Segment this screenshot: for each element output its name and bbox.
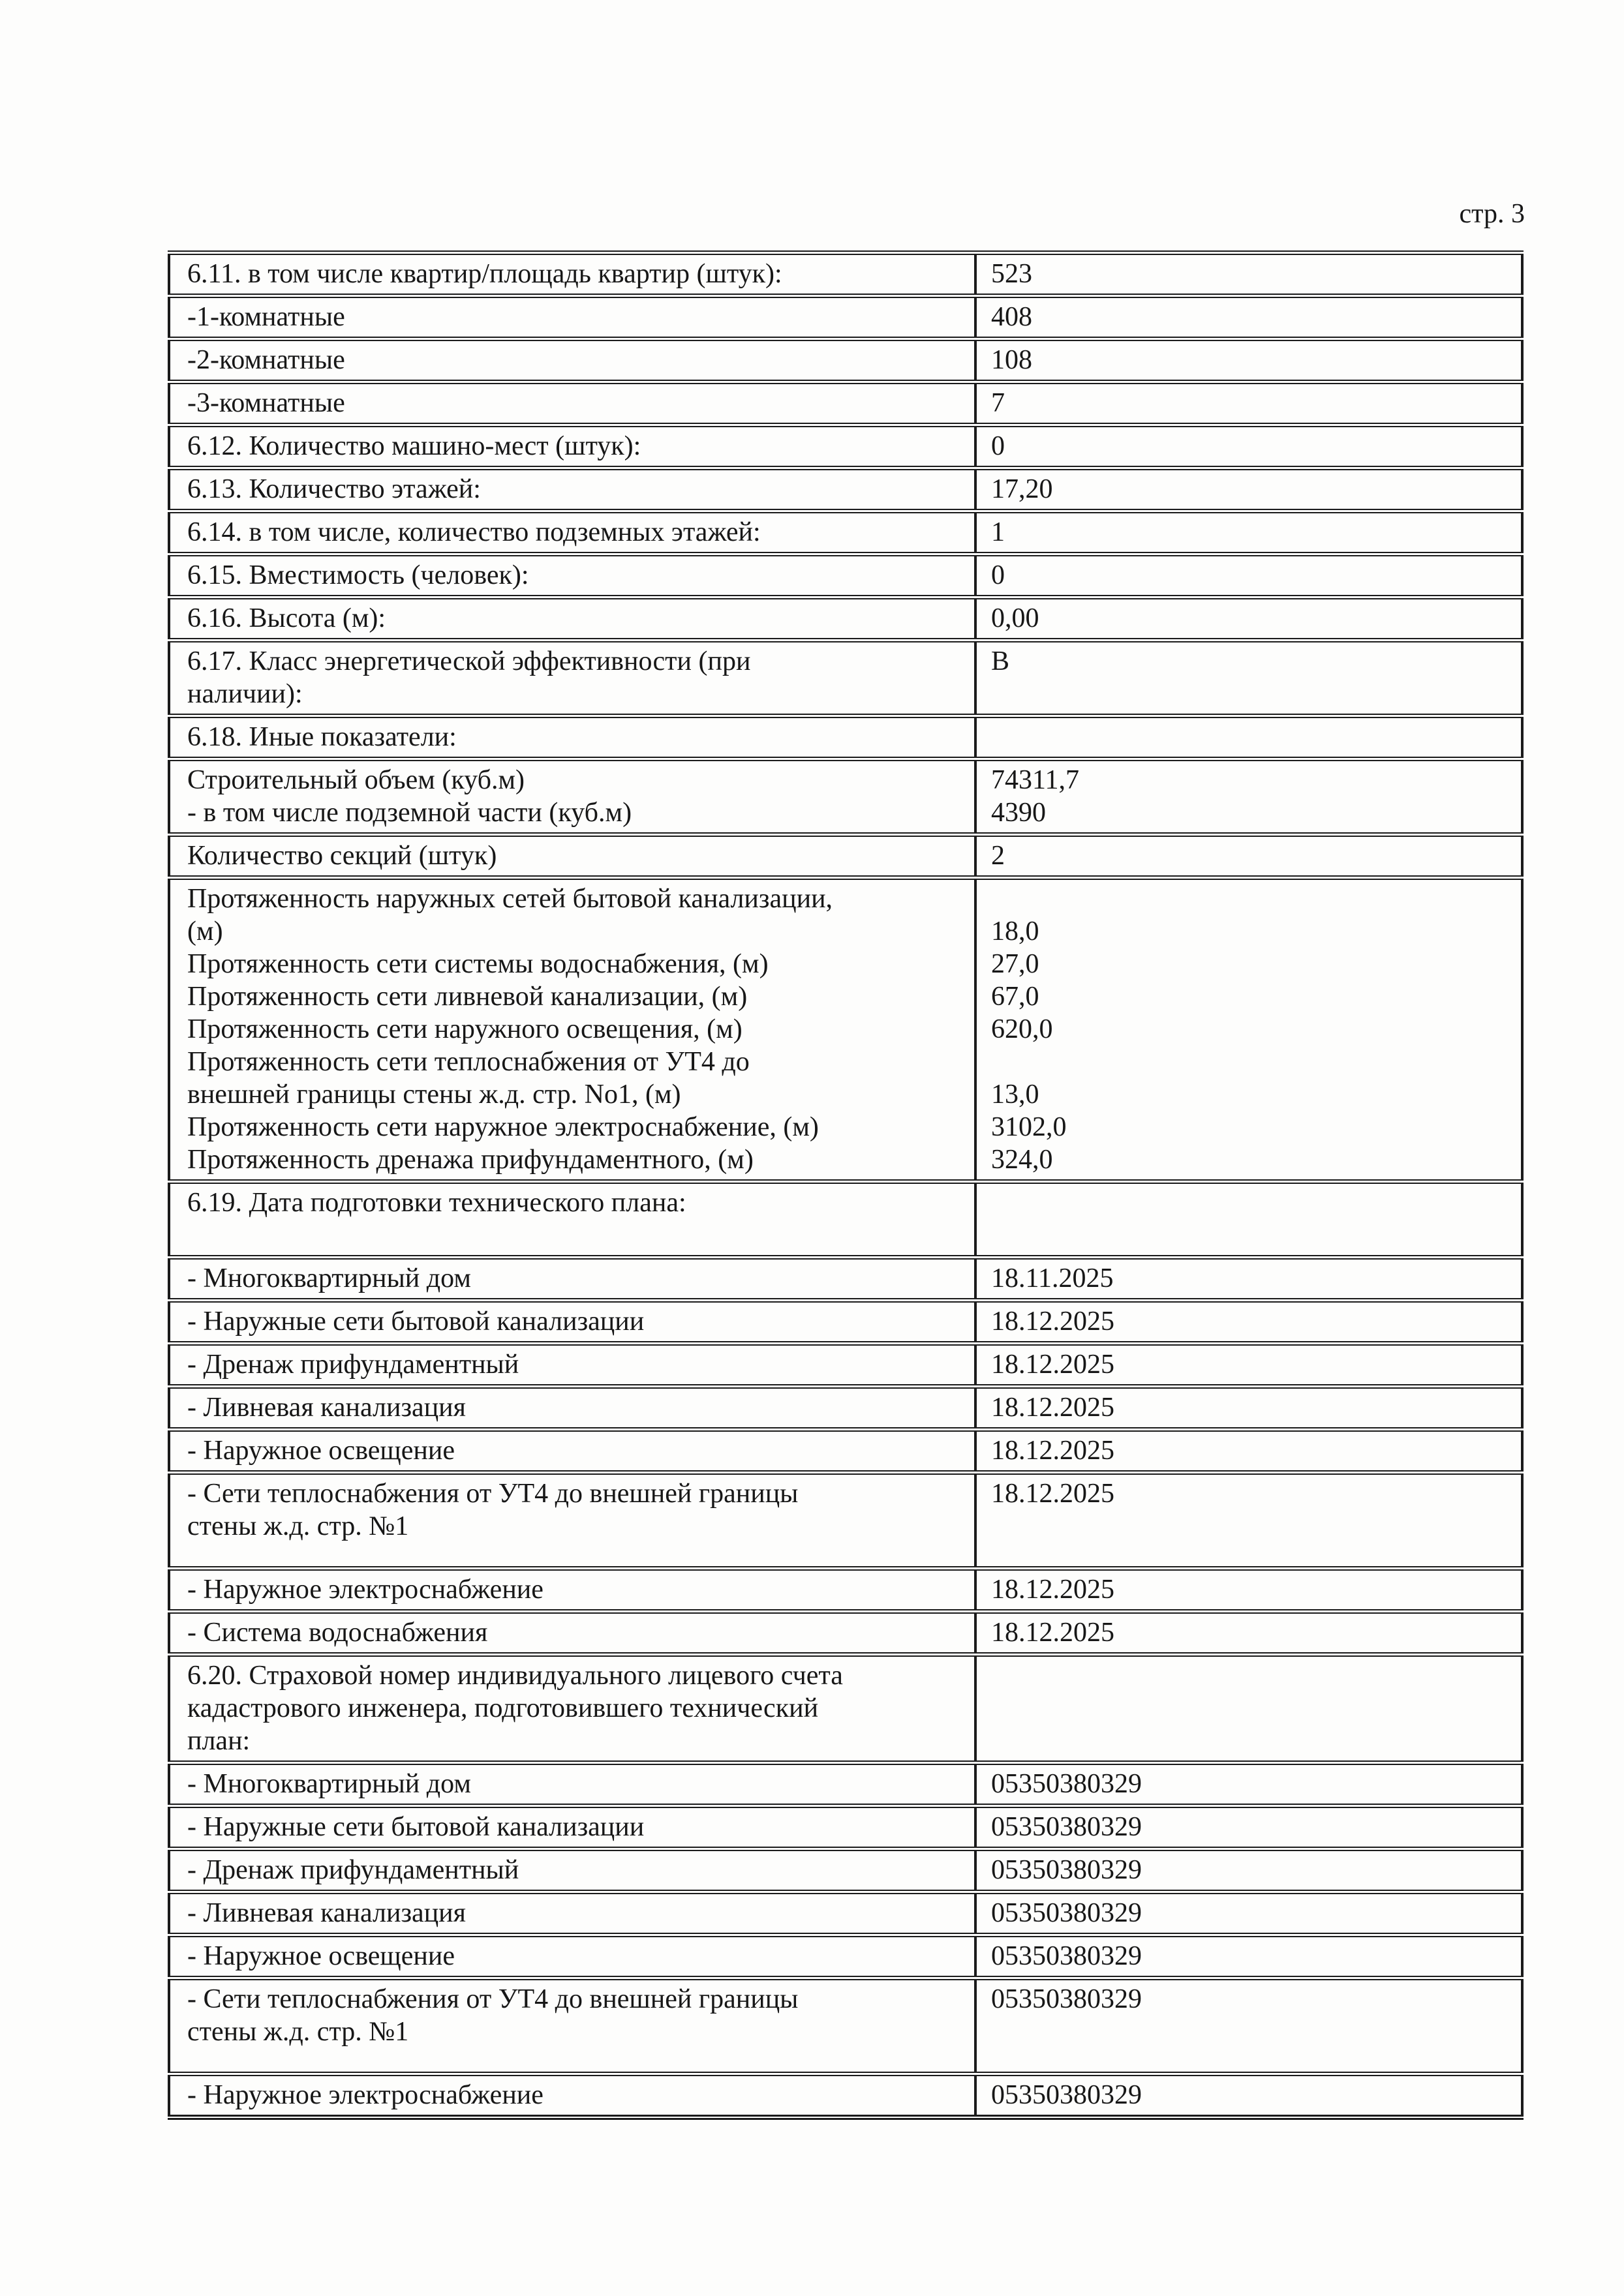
value-line: 0	[991, 431, 1005, 461]
value-line: 18.12.2025	[991, 1393, 1114, 1423]
value-cell	[975, 253, 1522, 296]
label-line: - Многоквартирный дом	[187, 1769, 471, 1799]
value-cell	[975, 716, 1522, 759]
table-row	[169, 835, 1522, 878]
table-row	[169, 597, 1522, 641]
table-row	[169, 1935, 1522, 1978]
value-cell	[975, 1344, 1522, 1387]
label-cell	[169, 1763, 975, 1806]
label-cell	[169, 339, 975, 382]
value-line: 1	[991, 517, 1005, 547]
table-row	[169, 1301, 1522, 1344]
value-cell	[975, 382, 1522, 425]
value-cell	[975, 468, 1522, 511]
value-line: 18.12.2025	[991, 1618, 1114, 1648]
label-cell	[169, 296, 975, 339]
label-line: (м)	[187, 916, 223, 946]
label-cell	[169, 511, 975, 554]
value-line: 27,0	[991, 949, 1039, 979]
table-row	[169, 1849, 1522, 1892]
label-line: Протяженность дренажа прифундаментного, (м)	[187, 1145, 754, 1175]
label-cell	[169, 1892, 975, 1935]
label-cell	[169, 253, 975, 296]
value-cell	[975, 759, 1522, 835]
value-cell	[975, 835, 1522, 878]
label-cell	[169, 1387, 975, 1430]
table-row	[169, 1978, 1522, 2074]
value-line	[991, 721, 1510, 753]
label-line: - Наружные сети бытовой канализации	[187, 1812, 645, 1842]
value-line: 0	[991, 560, 1005, 590]
value-cell	[975, 641, 1522, 716]
value-line: 0,00	[991, 603, 1039, 633]
label-line: - Дренаж прифундаментный	[187, 1855, 519, 1885]
label-line: 6.12. Количество машино-мест (штук):	[187, 431, 641, 461]
value-line: 18.11.2025	[991, 1263, 1114, 1293]
table-row	[169, 425, 1522, 468]
value-cell	[975, 511, 1522, 554]
value-line	[991, 1659, 1510, 1692]
value-cell	[975, 554, 1522, 597]
label-line: - Наружное освещение	[187, 1436, 455, 1466]
label-line: - Система водоснабжения	[187, 1618, 488, 1648]
value-line: 18.12.2025	[991, 1436, 1114, 1466]
table-row	[169, 468, 1522, 511]
label-cell	[169, 1301, 975, 1344]
value-line: 18.12.2025	[991, 1350, 1114, 1380]
table-row	[169, 1387, 1522, 1430]
value-line: 05350380329	[991, 1941, 1142, 1971]
value-line	[991, 1692, 1510, 1725]
label-line: Количество секций (штук)	[187, 841, 497, 871]
label-line: Протяженность сети системы водоснабжения, (м)	[187, 949, 769, 979]
value-cell	[975, 1430, 1522, 1473]
table-row	[169, 1344, 1522, 1387]
label-line: 6.11. в том числе квартир/площадь квартир (штук):	[187, 259, 782, 289]
label-line: 6.19. Дата подготовки технического плана:	[187, 1188, 686, 1218]
label-cell	[169, 1806, 975, 1849]
value-cell	[975, 1387, 1522, 1430]
label-cell	[169, 425, 975, 468]
label-line: внешней границы стены ж.д. стр. No1, (м)	[187, 1080, 681, 1110]
table-row	[169, 1612, 1522, 1655]
value-line	[991, 1046, 1510, 1078]
label-line: - Сети теплоснабжения от УТ4 до внешней границы	[187, 1479, 799, 1509]
label-cell	[169, 878, 975, 1182]
label-cell	[169, 1612, 975, 1655]
table-row	[169, 1258, 1522, 1301]
label-line: -3-комнатные	[187, 388, 345, 418]
label-cell	[169, 1258, 975, 1301]
value-cell	[975, 1569, 1522, 1612]
table-row	[169, 1655, 1522, 1763]
label-line: - Наружное электроснабжение	[187, 1575, 544, 1605]
value-cell	[975, 425, 1522, 468]
table-row	[169, 1430, 1522, 1473]
label-line: Протяженность сети наружного освещения, (м)	[187, 1014, 743, 1044]
table-row	[169, 1182, 1522, 1258]
value-line: 18.12.2025	[991, 1307, 1114, 1337]
table-row	[169, 253, 1522, 296]
value-line: 74311,7	[991, 765, 1079, 795]
value-line	[991, 1186, 1510, 1219]
value-cell	[975, 1473, 1522, 1569]
table-row	[169, 382, 1522, 425]
label-line: -2-комнатные	[187, 345, 345, 375]
value-line: 05350380329	[991, 1769, 1142, 1799]
label-cell	[169, 2074, 975, 2118]
label-line: наличии):	[187, 679, 303, 709]
table-row	[169, 641, 1522, 716]
value-cell	[975, 1763, 1522, 1806]
value-line: 05350380329	[991, 1812, 1142, 1842]
label-line: - Многоквартирный дом	[187, 1263, 471, 1293]
table-row	[169, 878, 1522, 1182]
value-cell	[975, 1182, 1522, 1258]
label-line: 6.20. Страховой номер индивидуального лицевого счета	[187, 1661, 843, 1691]
table-body	[169, 253, 1522, 2118]
value-line	[991, 678, 1510, 710]
value-cell	[975, 1935, 1522, 1978]
value-line: 3102,0	[991, 1112, 1067, 1142]
label-cell	[169, 1430, 975, 1473]
label-line: 6.15. Вместимость (человек):	[187, 560, 529, 590]
value-line: 05350380329	[991, 1898, 1142, 1928]
table-row	[169, 554, 1522, 597]
label-cell	[169, 835, 975, 878]
value-line: 4390	[991, 798, 1046, 828]
value-cell	[975, 1978, 1522, 2074]
value-cell	[975, 1892, 1522, 1935]
label-cell	[169, 468, 975, 511]
table-row	[169, 2074, 1522, 2118]
value-cell	[975, 1301, 1522, 1344]
value-line: 2	[991, 841, 1005, 871]
label-line: 6.13. Количество этажей:	[187, 474, 481, 504]
label-line: 6.16. Высота (м):	[187, 603, 386, 633]
value-line: 108	[991, 345, 1032, 375]
page-number: стр. 3	[1459, 199, 1525, 229]
label-line: - Наружное электроснабжение	[187, 2080, 544, 2110]
label-cell	[169, 716, 975, 759]
value-line: 523	[991, 259, 1032, 289]
label-line: кадастрового инженера, подготовившего технический	[187, 1693, 819, 1723]
label-cell	[169, 1182, 975, 1258]
label-line: - Дренаж прифундаментный	[187, 1350, 519, 1380]
label-cell	[169, 759, 975, 835]
label-line: 6.14. в том числе, количество подземных этажей:	[187, 517, 761, 547]
value-line: 18.12.2025	[991, 1479, 1114, 1509]
label-cell	[169, 641, 975, 716]
value-cell	[975, 1849, 1522, 1892]
label-line: - Ливневая канализация	[187, 1898, 466, 1928]
value-line: 67,0	[991, 982, 1039, 1012]
value-line: 18.12.2025	[991, 1575, 1114, 1605]
label-cell	[169, 1344, 975, 1387]
value-line	[991, 1725, 1510, 1757]
value-line: 18,0	[991, 916, 1039, 946]
value-line: 408	[991, 302, 1032, 332]
label-cell	[169, 1849, 975, 1892]
label-line: стены ж.д. стр. №1	[187, 1511, 409, 1541]
label-line: 6.17. Класс энергетической эффективности (при	[187, 646, 751, 676]
value-cell	[975, 1655, 1522, 1763]
value-line: 13,0	[991, 1080, 1039, 1110]
value-line: 17,20	[991, 474, 1053, 504]
indicators-table	[168, 250, 1524, 2120]
label-line: план:	[187, 1726, 251, 1756]
label-cell	[169, 1473, 975, 1569]
label-line: Протяженность наружных сетей бытовой канализации,	[187, 884, 833, 914]
value-cell	[975, 296, 1522, 339]
value-cell	[975, 1612, 1522, 1655]
value-line: 620,0	[991, 1014, 1053, 1044]
table-row	[169, 511, 1522, 554]
label-cell	[169, 597, 975, 641]
label-line: Протяженность сети наружное электроснабжение, (м)	[187, 1112, 819, 1142]
table-row	[169, 716, 1522, 759]
table-row	[169, 1473, 1522, 1569]
label-line: - в том числе подземной части (куб.м)	[187, 798, 632, 828]
label-line: 6.18. Иные показатели:	[187, 722, 457, 752]
value-line: 7	[991, 388, 1005, 418]
label-line: - Сети теплоснабжения от УТ4 до внешней границы	[187, 1984, 799, 2014]
label-line: Протяженность сети теплоснабжения от УТ4 до	[187, 1047, 750, 1077]
value-line: 05350380329	[991, 1855, 1142, 1885]
table-row	[169, 1892, 1522, 1935]
value-line	[991, 883, 1510, 915]
label-cell	[169, 1655, 975, 1763]
value-line	[991, 1510, 1510, 1543]
table-row	[169, 1569, 1522, 1612]
value-cell	[975, 597, 1522, 641]
label-line: - Наружные сети бытовой канализации	[187, 1307, 645, 1337]
value-line: В	[991, 646, 1010, 676]
label-cell	[169, 1978, 975, 2074]
value-cell	[975, 339, 1522, 382]
value-line: 05350380329	[991, 2080, 1142, 2110]
value-cell	[975, 1258, 1522, 1301]
label-line: Протяженность сети ливневой канализации, (м)	[187, 982, 748, 1012]
value-cell	[975, 1806, 1522, 1849]
value-line: 05350380329	[991, 1984, 1142, 2014]
value-line	[991, 2016, 1510, 2048]
table-row	[169, 1806, 1522, 1849]
table-row	[169, 339, 1522, 382]
label-line	[187, 1219, 964, 1252]
value-cell	[975, 2074, 1522, 2118]
table-row	[169, 759, 1522, 835]
label-cell	[169, 554, 975, 597]
label-line: - Ливневая канализация	[187, 1393, 466, 1423]
label-cell	[169, 382, 975, 425]
label-cell	[169, 1935, 975, 1978]
label-cell	[169, 1569, 975, 1612]
table-row	[169, 296, 1522, 339]
value-line	[991, 1219, 1510, 1252]
label-line: Строительный объем (куб.м)	[187, 765, 525, 795]
label-line: стены ж.д. стр. №1	[187, 2017, 409, 2047]
value-line: 324,0	[991, 1145, 1053, 1175]
table-row	[169, 1763, 1522, 1806]
label-line: - Наружное освещение	[187, 1941, 455, 1971]
label-line: -1-комнатные	[187, 302, 345, 332]
value-cell	[975, 878, 1522, 1182]
